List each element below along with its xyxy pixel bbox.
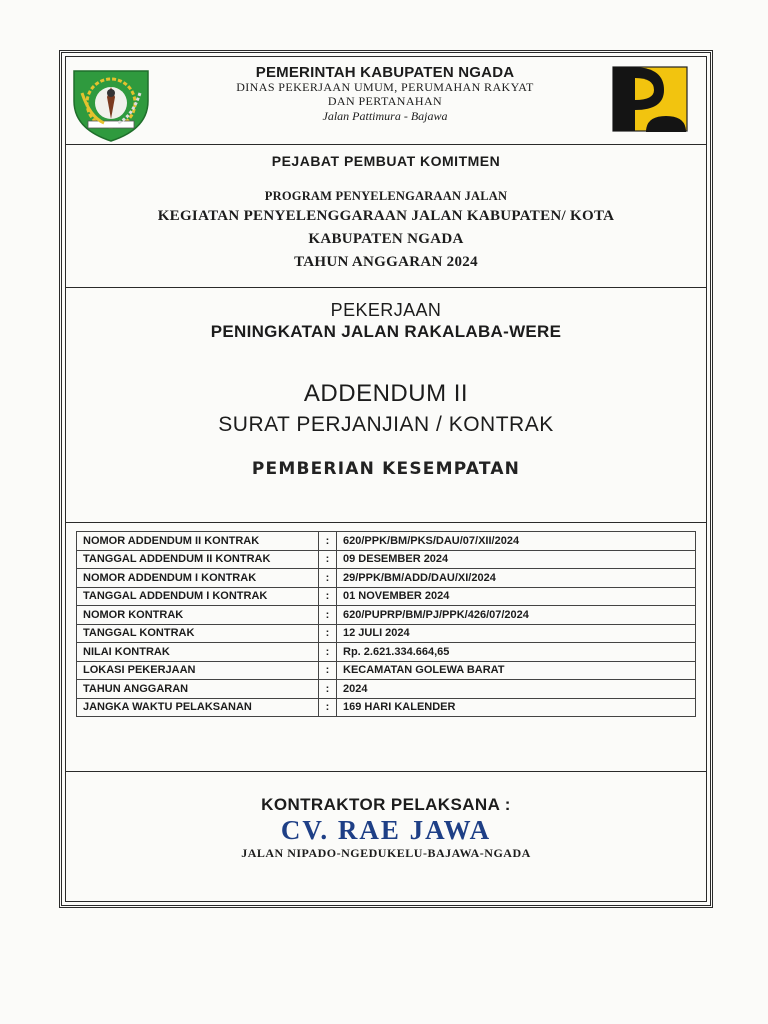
contractor-label: KONTRAKTOR PELAKSANA : [261,795,511,814]
detail-separator: : [319,550,337,569]
official-title: PEJABAT PEMBUAT KOMITMEN [271,153,501,169]
detail-separator: : [319,587,337,606]
detail-separator: : [319,624,337,643]
detail-value: 2024 [337,680,696,699]
contractor-name: CV. RAE JAWA [280,815,492,845]
detail-label: TANGGAL KONTRAK [77,624,319,643]
detail-separator: : [319,532,337,551]
divider-title [65,522,707,523]
contract-details-table [76,531,696,717]
detail-label: NOMOR ADDENDUM I KONTRAK [77,569,319,588]
detail-label: JANGKA WAKTU PELAKSANAN [77,698,319,717]
detail-label: NILAI KONTRAK [77,643,319,662]
fiscal-year: TAHUN ANGGARAN 2024 [294,254,478,270]
table-row [77,550,696,569]
department-name: DINAS PEKERJAAN UMUM, PERUMAHAN RAKYAT [236,80,534,94]
table-row [77,587,696,606]
detail-value: Rp. 2.621.334.664,65 [337,643,696,662]
office-address: Jalan Pattimura - Bajawa [322,109,448,123]
detail-separator: : [319,661,337,680]
detail-value: 620/PUPRP/BM/PJ/PPK/426/07/2024 [337,606,696,625]
contractor-address: JALAN NIPADO-NGEDUKELU-BAJAWA-NGADA [241,846,531,860]
detail-value: 01 NOVEMBER 2024 [337,587,696,606]
detail-label: LOKASI PEKERJAAN [77,661,319,680]
table-row [77,680,696,699]
department-name-cont: DAN PERTANAHAN [327,94,443,108]
regency-emblem-logo [68,63,154,143]
table-row [77,569,696,588]
government-name: PEMERINTAH KABUPATEN NGADA [255,64,515,81]
divider-program [65,287,707,288]
pupr-logo [612,66,688,132]
activity-name: KEGIATAN PENYELENGGARAAN JALAN KABUPATEN/ KOTA [157,208,615,224]
detail-label: NOMOR KONTRAK [77,606,319,625]
detail-label: TAHUN ANGGARAN [77,680,319,699]
table-row [77,698,696,717]
document-subtitle: SURAT PERJANJIAN / KONTRAK [218,413,554,436]
work-name: PENINGKATAN JALAN RAKALABA-WERE [210,322,562,341]
detail-separator: : [319,643,337,662]
detail-value: KECAMATAN GOLEWA BARAT [337,661,696,680]
detail-value: 09 DESEMBER 2024 [337,550,696,569]
inner-border [65,56,707,902]
table-row [77,532,696,551]
detail-value: 12 JULI 2024 [337,624,696,643]
table-row [77,643,696,662]
detail-value: 620/PPK/BM/PKS/DAU/07/XII/2024 [337,532,696,551]
document-title: ADDENDUM II [303,380,469,407]
divider-table [65,771,707,772]
detail-value: 169 HARI KALENDER [337,698,696,717]
program-name: PROGRAM PENYELENGARAAN JALAN [264,189,508,203]
detail-separator: : [319,680,337,699]
table-row [77,624,696,643]
detail-separator: : [319,606,337,625]
detail-separator: : [319,569,337,588]
detail-separator: : [319,698,337,717]
regency-name: KABUPATEN NGADA [308,231,464,247]
work-label: PEKERJAAN [330,300,442,320]
table-row [77,606,696,625]
divider-header [65,144,707,145]
document-purpose: PEMBERIAN KESEMPATAN [251,459,521,479]
detail-label: TANGGAL ADDENDUM II KONTRAK [77,550,319,569]
detail-label: TANGGAL ADDENDUM I KONTRAK [77,587,319,606]
table-row [77,661,696,680]
detail-label: NOMOR ADDENDUM II KONTRAK [77,532,319,551]
detail-value: 29/PPK/BM/ADD/DAU/XI/2024 [337,569,696,588]
